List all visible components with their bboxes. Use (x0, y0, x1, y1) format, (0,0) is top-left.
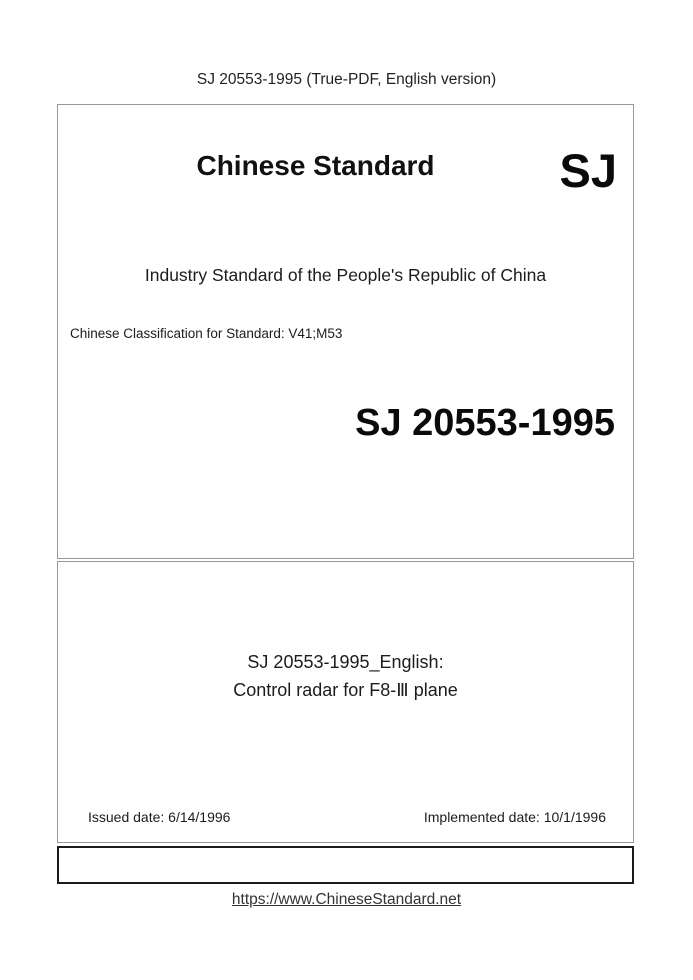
classification-line: Chinese Classification for Standard: V41;M53 (70, 326, 343, 341)
document-title-line2: Control radar for F8-Ⅲ plane (233, 680, 458, 700)
cover-box (57, 104, 634, 559)
brand-title: Chinese Standard (196, 150, 435, 181)
page-header: SJ 20553-1995 (True-PDF, English version) (196, 71, 497, 88)
sj-logo: SJ (559, 144, 617, 197)
implemented-date: Implemented date: 10/1/1996 (423, 809, 606, 825)
standard-number: SJ 20553-1995 (355, 402, 615, 444)
footer (0, 891, 693, 909)
document-title-line1: SJ 20553-1995_English: (247, 652, 444, 672)
empty-box (57, 846, 634, 884)
title-box (57, 561, 634, 843)
dates-row (88, 809, 606, 825)
footer-link[interactable]: https://www.ChineseStandard.net (231, 891, 462, 908)
document-title (58, 648, 633, 704)
issued-date: Issued date: 6/14/1996 (88, 809, 231, 825)
industry-standard-subtitle: Industry Standard of the People's Republic of China (144, 265, 547, 285)
